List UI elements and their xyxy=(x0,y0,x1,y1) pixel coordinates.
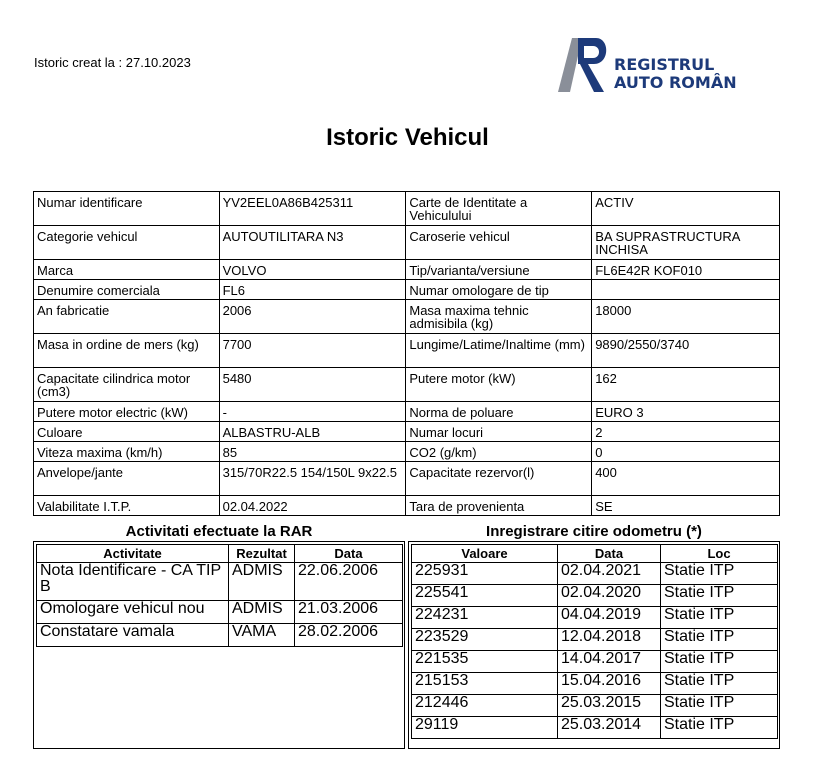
odometer-location: Statie ITP xyxy=(661,651,778,673)
table-row xyxy=(34,422,780,442)
table-row xyxy=(412,673,778,695)
detail-value xyxy=(592,280,780,300)
table-row xyxy=(34,300,780,334)
detail-value: - xyxy=(219,402,406,422)
table-row xyxy=(34,226,780,260)
odometer-date: 15.04.2016 xyxy=(558,673,661,695)
detail-label: Numar identificare xyxy=(34,192,220,226)
table-header-row xyxy=(37,545,403,563)
odometer-location: Statie ITP xyxy=(661,695,778,717)
column-header: Loc xyxy=(661,545,778,563)
odometer-table xyxy=(411,544,778,739)
table-row xyxy=(412,717,778,739)
table-row xyxy=(412,585,778,607)
odometer-date: 25.03.2014 xyxy=(558,717,661,739)
detail-label: Masa maxima tehnic admisibila (kg) xyxy=(406,300,592,334)
detail-value: 0 xyxy=(592,442,780,462)
result-cell: ADMIS xyxy=(229,601,295,624)
table-row xyxy=(34,334,780,368)
activity-cell: Nota Identificare - CA TIP B xyxy=(37,563,229,601)
detail-label: Viteza maxima (km/h) xyxy=(34,442,220,462)
detail-label: An fabricatie xyxy=(34,300,220,334)
page-title: Istoric Vehicul xyxy=(326,124,489,151)
date-cell: 28.02.2006 xyxy=(295,624,403,647)
odometer-value: 215153 xyxy=(412,673,558,695)
activity-cell: Omologare vehicul nou xyxy=(37,601,229,624)
table-row xyxy=(34,462,780,496)
table-row xyxy=(37,563,403,601)
detail-label: Culoare xyxy=(34,422,220,442)
table-row xyxy=(34,442,780,462)
detail-value: 18000 xyxy=(592,300,780,334)
odometer-value: 221535 xyxy=(412,651,558,673)
detail-value: 315/70R22.5 154/150L 9x22.5 xyxy=(219,462,406,496)
table-row xyxy=(34,192,780,226)
column-header: Data xyxy=(558,545,661,563)
table-row xyxy=(34,368,780,402)
table-row xyxy=(412,651,778,673)
logo-line-2: AUTO ROMÂN xyxy=(614,73,737,92)
vehicle-details-table xyxy=(33,191,780,516)
detail-label: Masa in ordine de mers (kg) xyxy=(34,334,220,368)
detail-label: Carte de Identitate a Vehiculului xyxy=(406,192,592,226)
table-row xyxy=(412,607,778,629)
odometer-value: 212446 xyxy=(412,695,558,717)
column-header: Valoare xyxy=(412,545,558,563)
rar-activities-panel xyxy=(33,541,405,749)
rar-activities-table xyxy=(36,544,403,647)
detail-value: 7700 xyxy=(219,334,406,368)
created-date: Istoric creat la : 27.10.2023 xyxy=(34,55,191,70)
table-row xyxy=(412,629,778,651)
detail-value: 2006 xyxy=(219,300,406,334)
table-row xyxy=(34,260,780,280)
detail-value: AUTOUTILITARA N3 xyxy=(219,226,406,260)
detail-value: 9890/2550/3740 xyxy=(592,334,780,368)
odometer-location: Statie ITP xyxy=(661,673,778,695)
detail-value: 2 xyxy=(592,422,780,442)
odometer-date: 02.04.2021 xyxy=(558,563,661,585)
odometer-location: Statie ITP xyxy=(661,607,778,629)
odometer-value: 225931 xyxy=(412,563,558,585)
table-row xyxy=(34,496,780,516)
odometer-value: 223529 xyxy=(412,629,558,651)
odometer-value: 29119 xyxy=(412,717,558,739)
odometer-location: Statie ITP xyxy=(661,629,778,651)
detail-value: ALBASTRU-ALB xyxy=(219,422,406,442)
result-cell: VAMA xyxy=(229,624,295,647)
rar-logo xyxy=(556,34,756,94)
detail-value: 162 xyxy=(592,368,780,402)
detail-label: Valabilitate I.T.P. xyxy=(34,496,220,516)
detail-value: BA SUPRASTRUCTURA INCHISA xyxy=(592,226,780,260)
detail-value: ACTIV xyxy=(592,192,780,226)
date-cell: 21.03.2006 xyxy=(295,601,403,624)
detail-label: CO2 (g/km) xyxy=(406,442,592,462)
detail-label: Tip/varianta/versiune xyxy=(406,260,592,280)
detail-label: Numar omologare de tip xyxy=(406,280,592,300)
odometer-date: 25.03.2015 xyxy=(558,695,661,717)
detail-value: 02.04.2022 xyxy=(219,496,406,516)
odometer-date: 02.04.2020 xyxy=(558,585,661,607)
odometer-section-title: Inregistrare citire odometru (*) xyxy=(486,523,702,540)
detail-label: Putere motor electric (kW) xyxy=(34,402,220,422)
detail-label: Capacitate rezervor(l) xyxy=(406,462,592,496)
detail-value: 85 xyxy=(219,442,406,462)
date-cell: 22.06.2006 xyxy=(295,563,403,601)
detail-value: 5480 xyxy=(219,368,406,402)
detail-label: Norma de poluare xyxy=(406,402,592,422)
table-row xyxy=(37,624,403,647)
detail-label: Tara de provenienta xyxy=(406,496,592,516)
table-row xyxy=(34,280,780,300)
detail-label: Denumire comerciala xyxy=(34,280,220,300)
table-header-row xyxy=(412,545,778,563)
detail-value: FL6 xyxy=(219,280,406,300)
odometer-value: 225541 xyxy=(412,585,558,607)
table-row xyxy=(412,695,778,717)
detail-label: Categorie vehicul xyxy=(34,226,220,260)
column-header: Data xyxy=(295,545,403,563)
odometer-date: 14.04.2017 xyxy=(558,651,661,673)
detail-label: Marca xyxy=(34,260,220,280)
detail-label: Anvelope/jante xyxy=(34,462,220,496)
odometer-location: Statie ITP xyxy=(661,563,778,585)
odometer-date: 12.04.2018 xyxy=(558,629,661,651)
logo-line-1: REGISTRUL xyxy=(614,55,715,74)
column-header: Rezultat xyxy=(229,545,295,563)
detail-value: YV2EEL0A86B425311 xyxy=(219,192,406,226)
detail-label: Numar locuri xyxy=(406,422,592,442)
detail-value: 400 xyxy=(592,462,780,496)
detail-value: VOLVO xyxy=(219,260,406,280)
table-row xyxy=(37,601,403,624)
odometer-location: Statie ITP xyxy=(661,585,778,607)
column-header: Activitate xyxy=(37,545,229,563)
detail-value: EURO 3 xyxy=(592,402,780,422)
odometer-date: 04.04.2019 xyxy=(558,607,661,629)
detail-value: SE xyxy=(592,496,780,516)
detail-label: Caroserie vehicul xyxy=(406,226,592,260)
odometer-value: 224231 xyxy=(412,607,558,629)
rar-logo-icon xyxy=(556,34,612,94)
activity-cell: Constatare vamala xyxy=(37,624,229,647)
odometer-location: Statie ITP xyxy=(661,717,778,739)
detail-value: FL6E42R KOF010 xyxy=(592,260,780,280)
result-cell: ADMIS xyxy=(229,563,295,601)
detail-label: Putere motor (kW) xyxy=(406,368,592,402)
rar-section-title: Activitati efectuate la RAR xyxy=(125,523,313,540)
detail-label: Lungime/Latime/Inaltime (mm) xyxy=(406,334,592,368)
odometer-panel xyxy=(408,541,780,749)
table-row xyxy=(412,563,778,585)
table-row xyxy=(34,402,780,422)
detail-label: Capacitate cilindrica motor (cm3) xyxy=(34,368,220,402)
